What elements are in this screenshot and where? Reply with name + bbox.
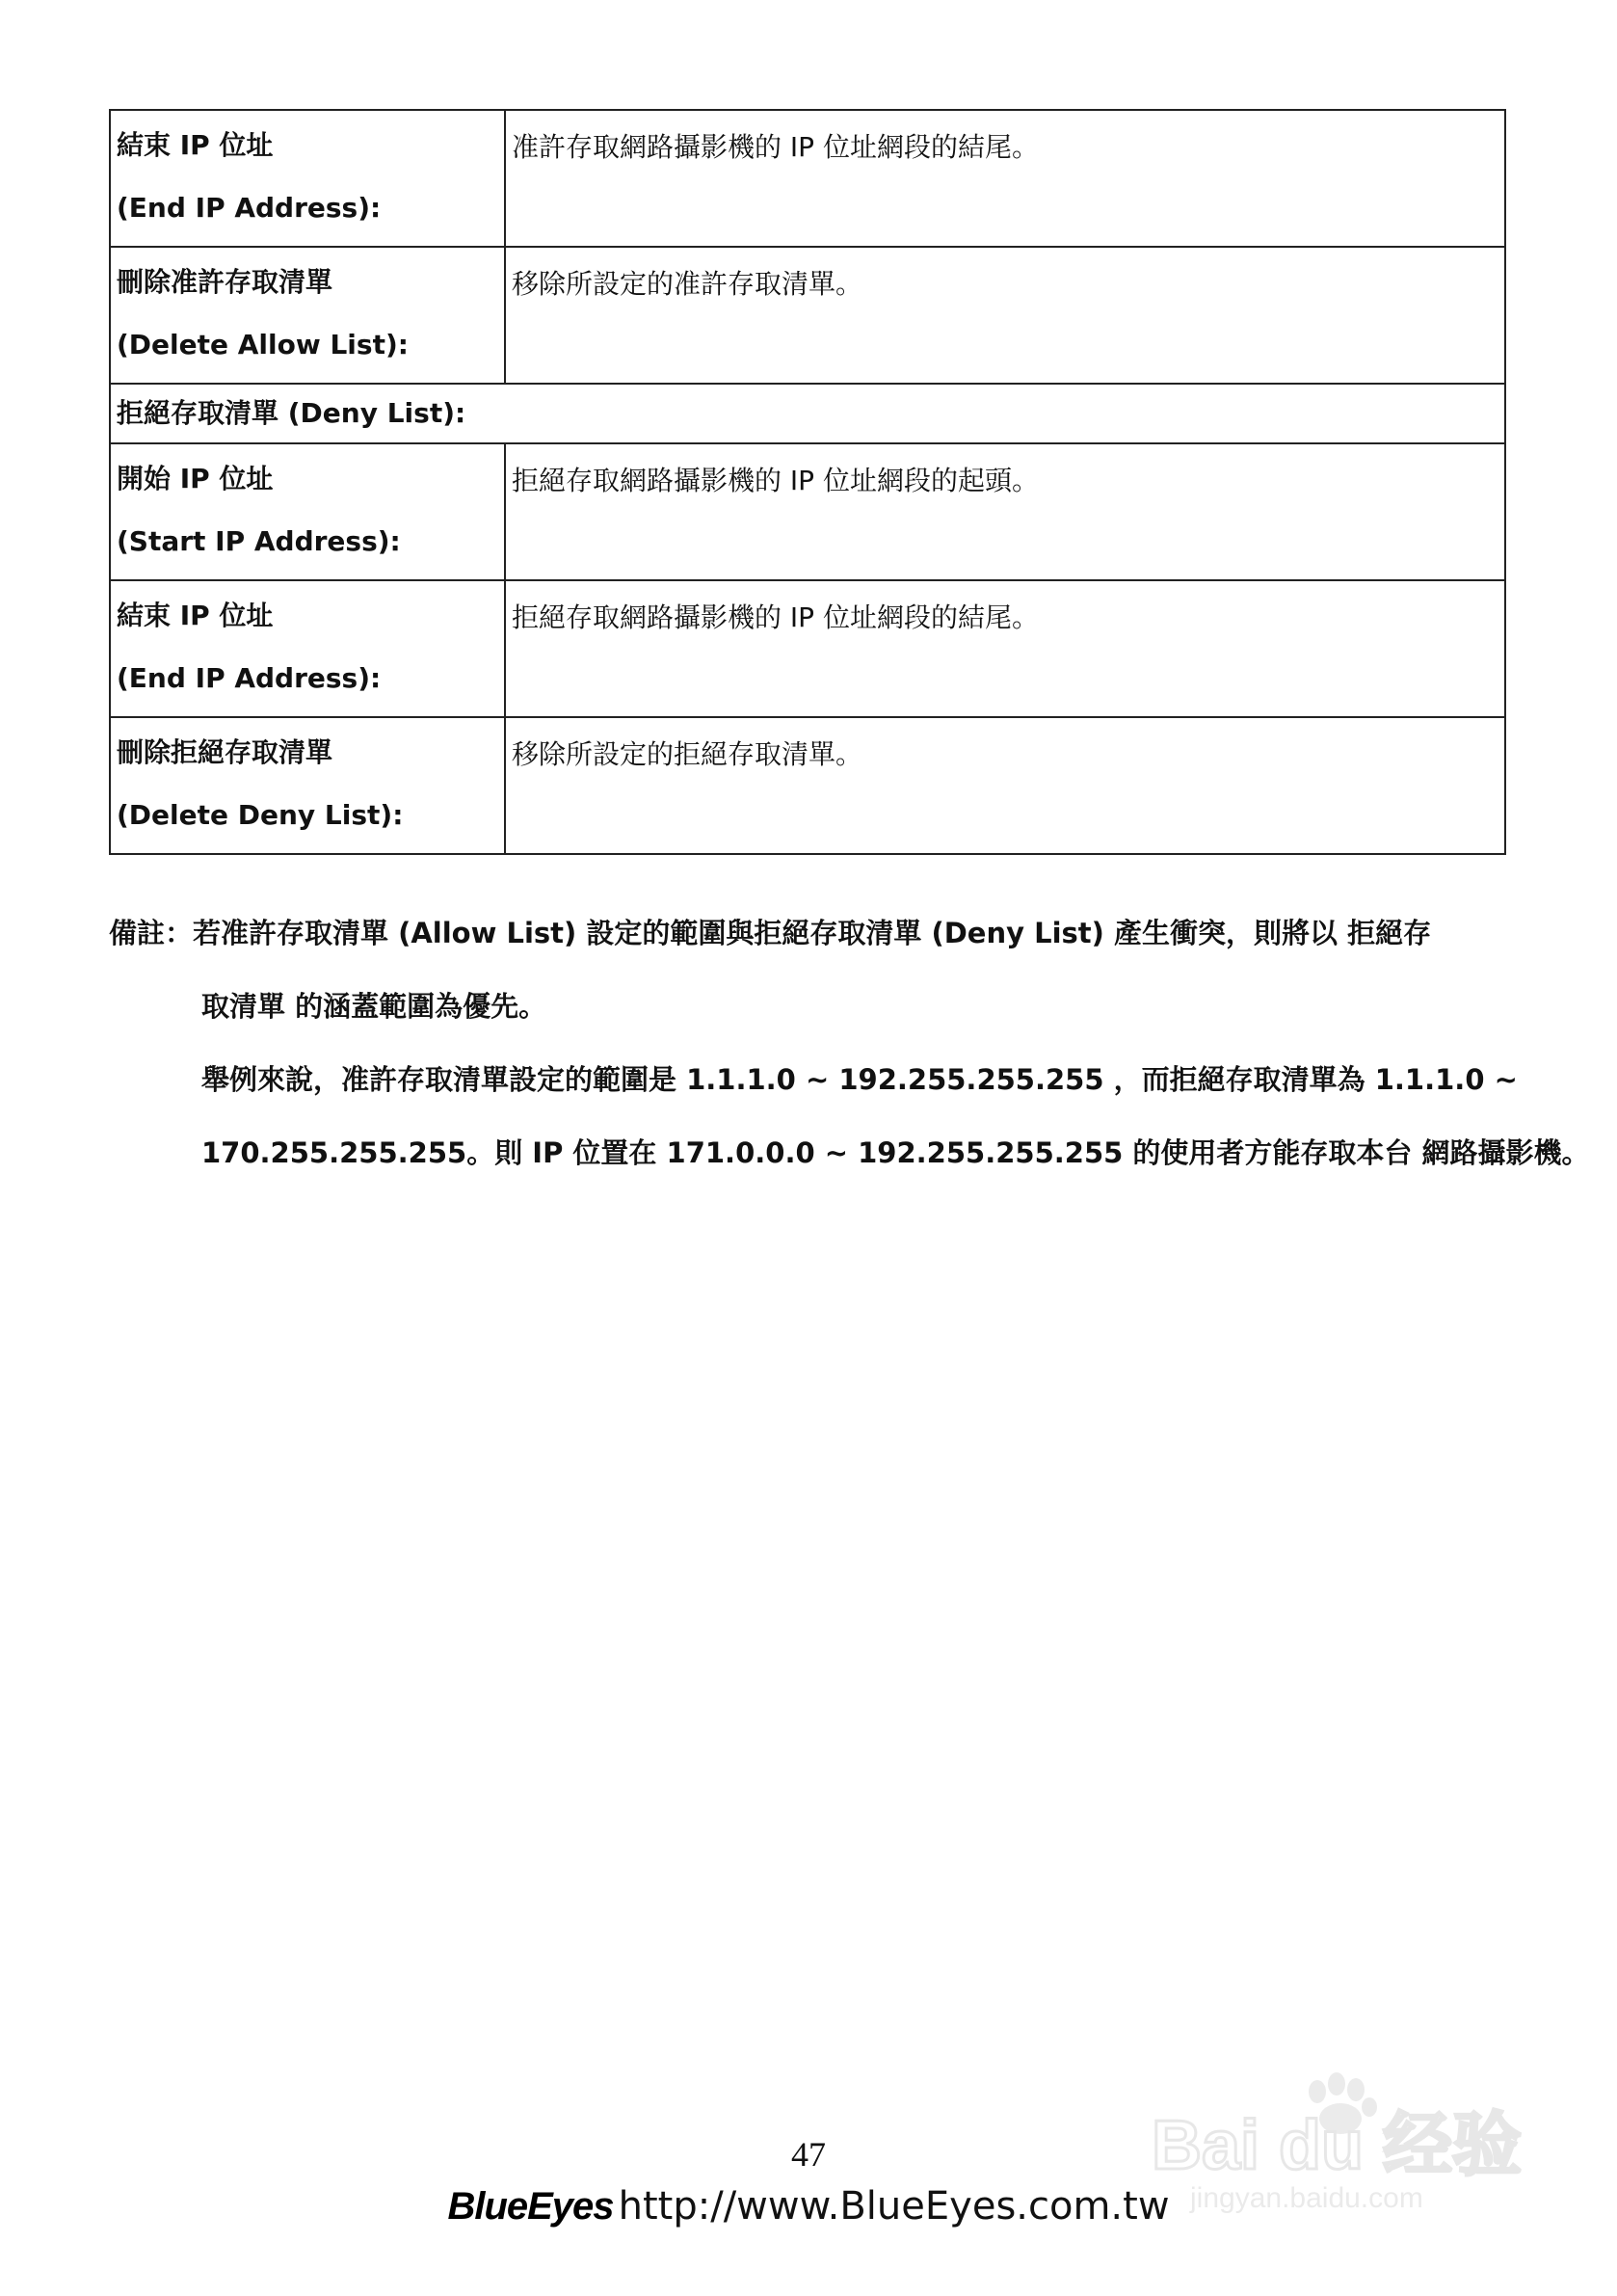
table-row <box>110 580 1505 717</box>
setting-name-cell <box>110 247 505 384</box>
watermark-main-text: Bai du 经验 <box>1152 2107 1523 2184</box>
setting-name-cell <box>110 443 505 580</box>
setting-description: 移除所設定的准許存取清單。 <box>505 247 1505 384</box>
footer-url: http://www.BlueEyes.com.tw <box>618 2184 1170 2229</box>
setting-name-en: (End IP Address): <box>117 662 382 694</box>
section-header-row <box>110 384 1505 443</box>
table-row <box>110 443 1505 580</box>
setting-name-en: (Delete Allow List): <box>117 329 409 360</box>
table-row <box>110 717 1505 854</box>
setting-name-cell <box>110 717 505 854</box>
note-block <box>109 896 1590 1189</box>
watermark-sub-text: jingyan.baidu.com <box>1190 2182 1423 2214</box>
note-example-line: 170.255.255.255。則 IP 位置在 171.0.0.0 ~ 192.255.255.255 的使用者方能存取本台 網路攝影機。 <box>201 1136 1590 1169</box>
table-row <box>110 110 1505 247</box>
setting-name-zh: 刪除拒絕存取清單 <box>117 736 333 768</box>
setting-name-en: (End IP Address): <box>117 192 382 224</box>
setting-name-zh: 開始 IP 位址 <box>117 463 274 494</box>
note-example-line: 舉例來說，准許存取清單設定的範圍是 1.1.1.0 ~ 192.255.255.255 ，而拒絕存取清單為 1.1.1.0 ~ <box>201 1063 1518 1096</box>
note-line: 取清單 的涵蓋範圍為優先。 <box>201 990 547 1023</box>
setting-name-en: (Start IP Address): <box>117 525 401 557</box>
setting-description: 拒絕存取網路攝影機的 IP 位址網段的結尾。 <box>505 580 1505 717</box>
page-number: 47 <box>791 2135 826 2174</box>
setting-name-zh: 結束 IP 位址 <box>117 600 274 631</box>
setting-description: 准許存取網路攝影機的 IP 位址網段的結尾。 <box>505 110 1505 247</box>
table-row <box>110 247 1505 384</box>
setting-name-en: (Delete Deny List): <box>117 799 404 831</box>
note-line: 備註：若准許存取清單 (Allow List) 設定的範圍與拒絕存取清單 (Deny List) 產生衝突，則將以 拒絕存 <box>109 917 1432 949</box>
setting-name-cell <box>110 110 505 247</box>
setting-description: 移除所設定的拒絕存取清單。 <box>505 717 1505 854</box>
brand-logo: BlueEyes <box>447 2185 614 2228</box>
setting-name-zh: 刪除准許存取清單 <box>117 266 333 298</box>
setting-description: 拒絕存取網路攝影機的 IP 位址網段的起頭。 <box>505 443 1505 580</box>
settings-table <box>109 109 1506 855</box>
section-title: 拒絕存取清單 (Deny List): <box>110 384 1505 443</box>
setting-name-zh: 結束 IP 位址 <box>117 129 274 161</box>
setting-name-cell <box>110 580 505 717</box>
baidu-jingyan-watermark <box>1152 2063 1537 2217</box>
